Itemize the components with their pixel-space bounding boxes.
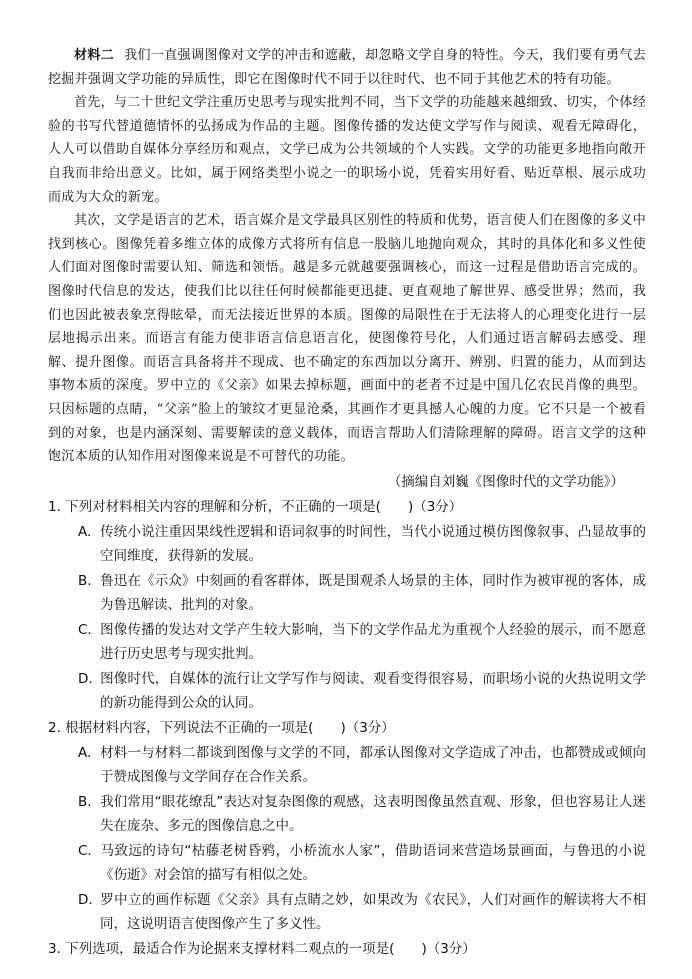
question-3: [48, 937, 646, 962]
option-text: 我们常用“眼花缭乱”表达对复杂图像的观感，这表明图像虽然直观、形象，但也容易让人迷失在庞杂、多元的图像信息之中。: [100, 793, 646, 835]
question-stem: 2. 根据材料内容，下列说法不正确的一项是( )（3分）: [48, 719, 395, 736]
paragraph-text: 我们一直强调图像对文学的冲击和遮蔽，却忽略文学自身的特性。今天，我们要有勇气去挖掘并强调文学功能的异质性，即它在图像时代不同于以往时代、也不同于其他艺术的特有功能。: [48, 48, 646, 87]
option-label: A.: [78, 523, 92, 540]
option-c[interactable]: [78, 839, 646, 888]
option-a[interactable]: [78, 520, 646, 569]
option-text: 马致远的诗句“枯藤老树昏鸦，小桥流水人家”，借助语词来营造场景画面，与鲁迅的小说《伤逝》对会馆的描写有相似之处。: [100, 842, 646, 884]
option-text: 图像时代，自媒体的流行让文学写作与阅读、观看变得很容易，而职场小说的火热说明文学的新功能得到公众的认同。: [100, 670, 646, 712]
option-a[interactable]: [78, 741, 646, 790]
option-label: D.: [78, 891, 93, 908]
material2-paragraph-1: [48, 44, 646, 91]
option-text: 材料一与材料二都谈到图像与文学的不同，都承认图像对文学造成了冲击，也都赞成或倾向于赞成图像与文学间存在合作关系。: [100, 744, 646, 786]
option-label: A.: [78, 744, 92, 761]
question-2: [48, 716, 646, 937]
option-label: C.: [78, 621, 92, 638]
option-label: C.: [78, 842, 92, 859]
option-label: B.: [78, 572, 92, 589]
option-b[interactable]: [78, 790, 646, 839]
source-citation: （摘编自刘巍《图像时代的文学功能》）: [387, 473, 624, 490]
option-d[interactable]: [78, 888, 646, 937]
option-text: 图像传播的发达对文学产生较大影响，当下的文学作品尤为重视个人经验的展示，而不愿意进行历史思考与现实批判。: [100, 621, 646, 663]
option-label: D.: [78, 670, 93, 687]
option-b[interactable]: [78, 569, 646, 618]
option-d[interactable]: [78, 667, 646, 716]
material-tag: 材料二: [74, 48, 115, 63]
option-c[interactable]: [78, 618, 646, 667]
material2-paragraph-3: 其次，文学是语言的艺术，语言媒介是文学最具区别性的特质和优势，语言使人们在图像的多义中找到核心。图像凭着多维立体的成像方式将所有信息一股脑儿地抛向观众，其时的具体化和多义性使人们面对图像时需要认知、筛选和领悟。越是多元就越要强调核心，而这一过程是借助语言完成的。图像时代信息的发达，使我们比以往任何时候都能更迅捷、更直观地了解世界、感受世界；然而，我们也因此被表象烹得眩晕，而无法接近世界的本质。图像的局限性在于无法将人的心理变化进行一层层地揭示出来。而语言有能力使非语言信息语言化，使图像符号化，人们通过语言解码去感受、理解、提升图像。而语言具备将并不现成、也不确定的东西加以分离开、辨别、归置的能力，从而到达事物本质的深度。罗中立的《父亲》如果去掉标题，画面中的老者不过是中国几亿农民肖像的典型。只因标题的点睛，“父亲”脸上的皱纹才更显沧桑，其画作才更具撼人心魄的力度。它不只是一个被看到的对象，也是内涵深刻、需要解读的意义载体，而语言帮助人们清除理解的障碍。语言文学的这种饱沉本质的认知作用对图像来说是不可替代的功能。: [48, 213, 646, 465]
option-text: 鲁迅在《示众》中刻画的看客群体，既是围观杀人场景的主体，同时作为被审视的客体，成为鲁迅解读、批判的对象。: [100, 572, 646, 614]
material2-paragraph-2: 首先，与二十世纪文学注重历史思考与现实批判不同，当下文学的功能越来越细致、切实，个体经验的书写代替道德情怀的弘扬成为作品的主题。图像传播的发达使文学写作与阅读、观看无障碍化，人人可以借助自媒体分享经历和观点，文学已成为公共领域的个人实践。文学的功能更多地指向敞开自我而非给出意义。比如，属于网络类型小说之一的职场小说，凭着实用好看、贴近草根、展示成功而成为大众的新宠。: [48, 95, 646, 205]
option-text: 传统小说注重因果线性逻辑和语词叙事的时间性，当代小说通过模仿图像叙事、凸显故事的空间维度，获得新的发展。: [100, 523, 646, 565]
option-label: B.: [78, 793, 92, 810]
question-1: [48, 495, 646, 716]
question-stem: 3. 下列选项，最适合作为论据来支撑材料二观点的一项是( )（3分）: [48, 940, 476, 957]
question-stem: 1. 下列对材料相关内容的理解和分析，不正确的一项是( )（3分）: [48, 498, 463, 515]
option-text: 罗中立的画作标题《父亲》具有点睛之妙，如果改为《农民》，人们对画作的解读将大不相同，这说明语言使图像产生了多义性。: [100, 891, 646, 933]
